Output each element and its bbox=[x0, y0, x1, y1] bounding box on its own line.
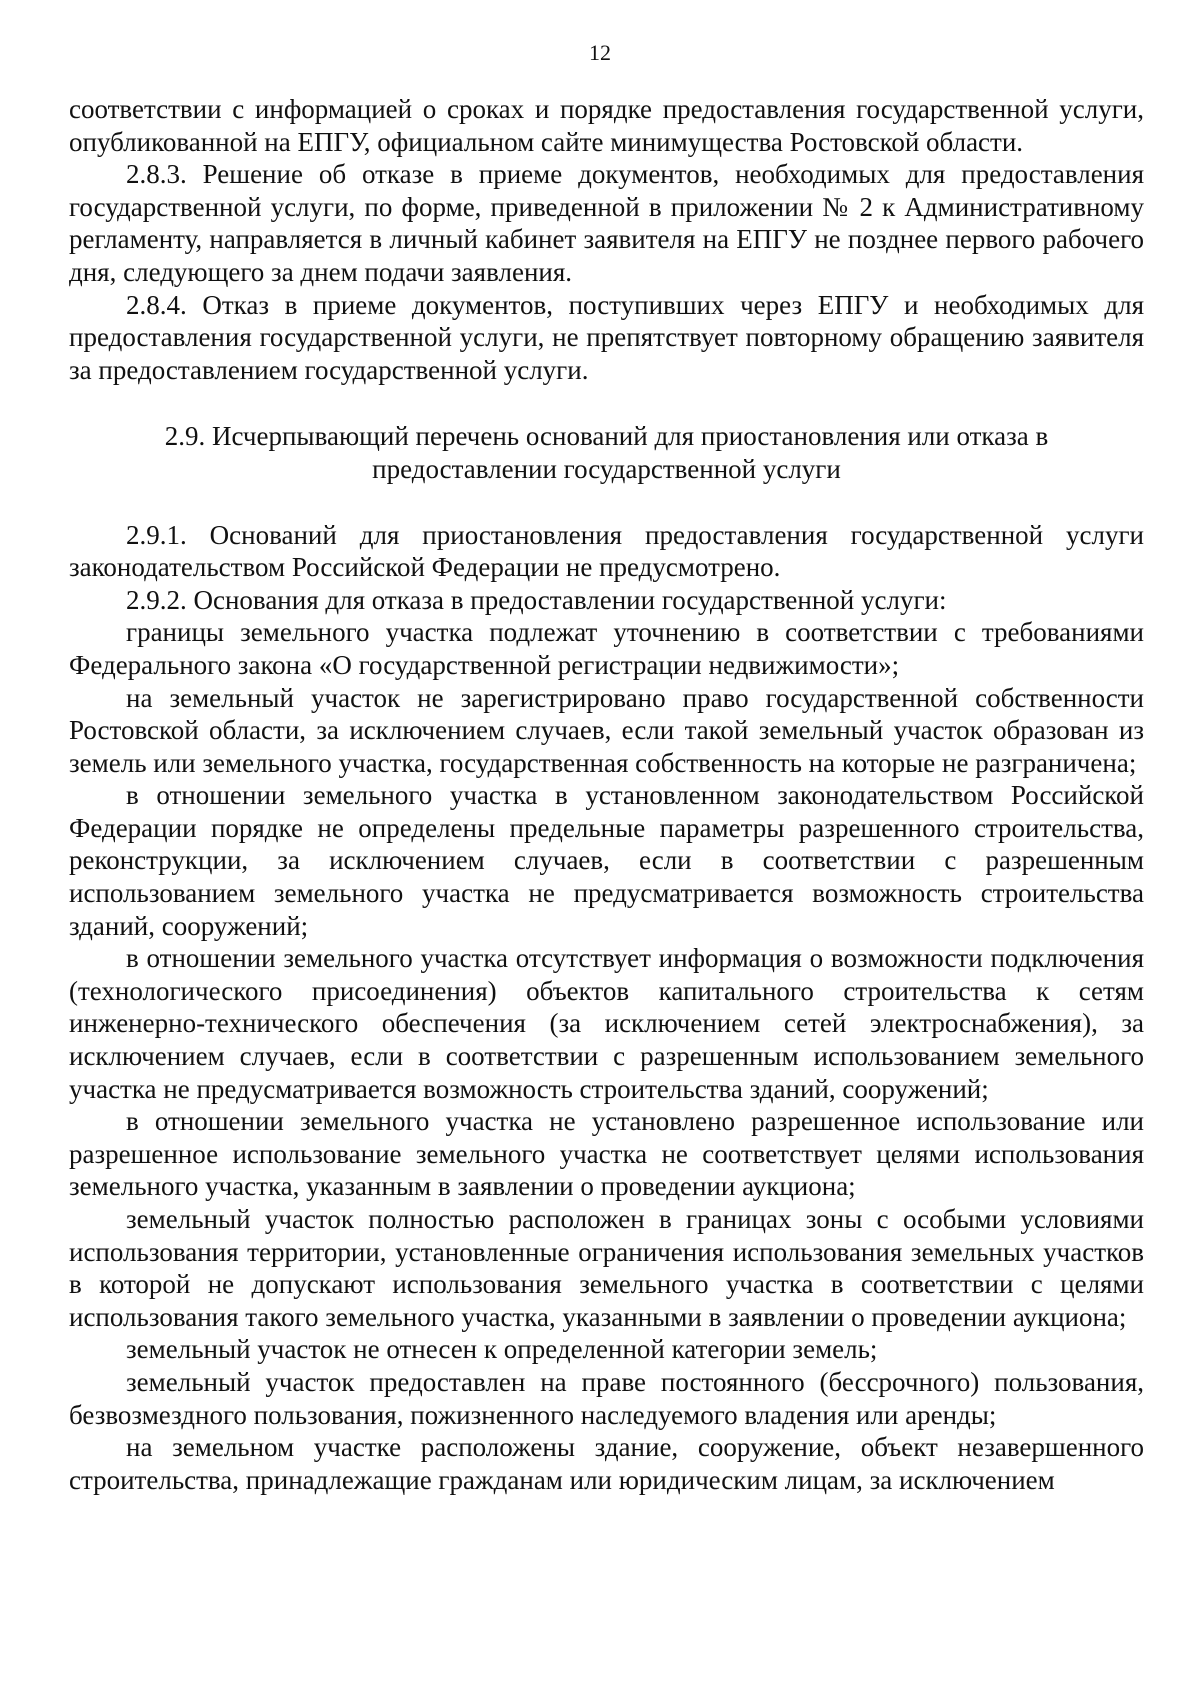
paragraph-continuation: соответствии с информацией о сроках и порядке предоставления государственной услуги, опубликованной на ЕПГУ, официальном сайте минимущества Ростовской области. bbox=[69, 94, 1144, 157]
section-heading-line-1: 2.9. Исчерпывающий перечень оснований для приостановления или отказа в bbox=[164, 421, 1049, 452]
paragraph-2-9-2: 2.9.2. Основания для отказа в предоставлении государственной услуги: bbox=[126, 584, 947, 615]
paragraph-2-9-1: 2.9.1. Оснований для приостановления предоставления государственной услуги законодательством Российской Федерации не предусмотрено. bbox=[69, 519, 1144, 583]
list-item-existing-rights: земельный участок предоставлен на праве постоянного (бессрочного) пользования, безвозмездного пользования, пожизненного наследуемого владения или аренды; bbox=[69, 1366, 1144, 1430]
document-body bbox=[69, 93, 1144, 1496]
list-item-utility-connection: в отношении земельного участка отсутствует информация о возможности подключения (технологического присоединения) объектов капитального строительства к сетям инженерно-технического обеспечения (за исключением сетей электроснабжения), за исключением случаев, если в соответствии с разрешенным использованием земельного участка не предусматривается возможность строительства зданий, сооружений; bbox=[69, 943, 1144, 1104]
list-item-land-category: земельный участок не отнесен к определенной категории земель; bbox=[126, 1334, 878, 1365]
list-item-special-zone: земельный участок полностью расположен в границах зоны с особыми условиями использования территории, установленные ограничения использования земельных участков в которой не допускают использования земельного участка в соответствии с целями использования такого земельного участка, указанными в заявлении о проведении аукциона; bbox=[69, 1204, 1144, 1332]
section-heading-line-2: предоставлении государственной услуги bbox=[372, 453, 841, 484]
list-item-boundaries: границы земельного участка подлежат уточнению в соответствии с требованиями Федерального закона «О государственной регистрации недвижимости»; bbox=[69, 617, 1144, 680]
paragraph-2-8-3: 2.8.3. Решение об отказе в приеме документов, необходимых для предоставления государственной услуги, по форме, приведенной в приложении № 2 к Административному регламенту, направляется в личный кабинет заявителя на ЕПГУ не позднее первого рабочего дня, следующего за днем подачи заявления. bbox=[69, 159, 1144, 287]
list-item-construction-parameters: в отношении земельного участка в установленном законодательством Российской Федерации порядке не определены предельные параметры разрешенного строительства, реконструкции, за исключением случаев, если в соответствии с разрешенным использованием земельного участка не предусматривается возможность строительства зданий, сооружений; bbox=[69, 780, 1144, 941]
section-heading-2-9 bbox=[69, 420, 1144, 485]
paragraph-2-8-4: 2.8.4. Отказ в приеме документов, поступивших через ЕПГУ и необходимых для предоставления государственной услуги, не препятствует повторному обращению заявителя за предоставлением государственной услуги. bbox=[69, 289, 1144, 385]
list-item-permitted-use: в отношении земельного участка не установлено разрешенное использование или разрешенное использование земельного участка не соответствует целями использования земельного участка, указанным в заявлении о проведении аукциона; bbox=[69, 1106, 1144, 1202]
list-item-ownership: на земельный участок не зарегистрировано право государственной собственности Ростовской области, за исключением случаев, если такой земельный участок образован из земель или земельного участка, государственная собственность на которые не разграничена; bbox=[69, 682, 1144, 778]
list-item-buildings: на земельном участке расположены здание, сооружение, объект незавершенного строительства, принадлежащие гражданам или юридическим лицам, за исключением bbox=[69, 1432, 1144, 1495]
page-number: 12 bbox=[589, 40, 611, 65]
